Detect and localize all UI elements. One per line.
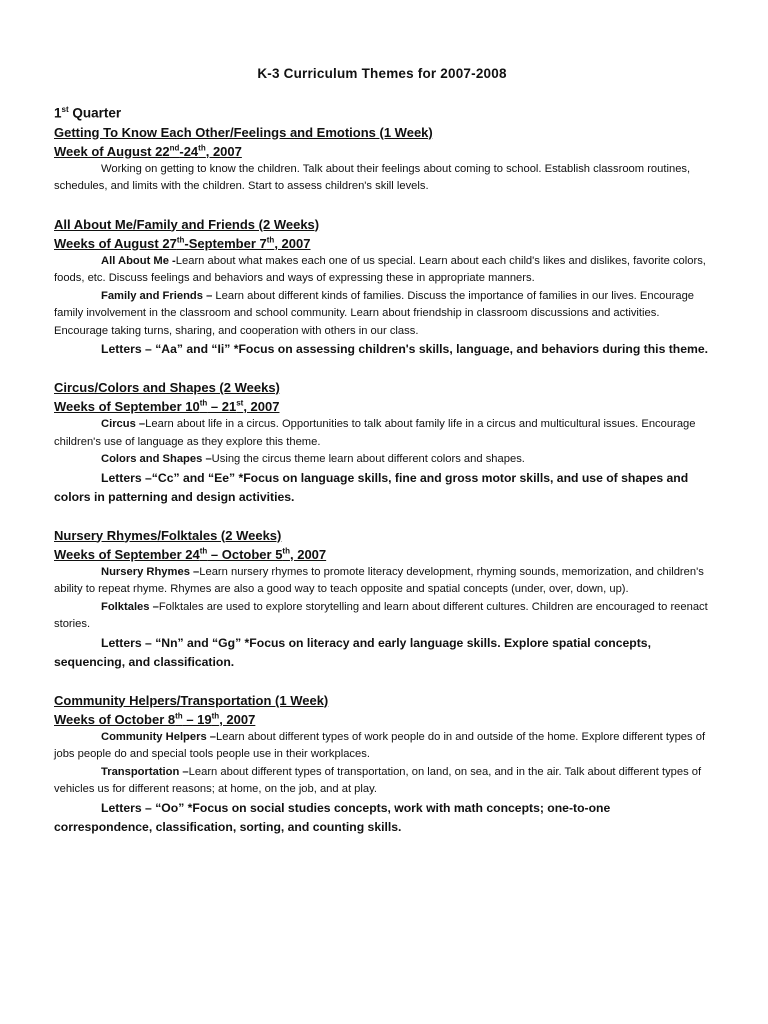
date-suffix: th xyxy=(176,235,185,245)
theme-description xyxy=(54,161,710,196)
date-text: -September 7 xyxy=(184,235,267,251)
date-text: Weeks of September 24 xyxy=(54,546,200,562)
letters-focus: Letters – “Aa” and “Ii” *Focus on assessing children's skills, language, and behaviors during this theme. xyxy=(101,342,709,356)
subtopic-term: Nursery Rhymes – xyxy=(101,565,200,578)
date-suffix: st xyxy=(236,398,244,408)
date-text: , 2007 xyxy=(274,235,311,251)
subtopic-term: Community Helpers – xyxy=(101,730,217,743)
date-text: , 2007 xyxy=(205,143,242,159)
date-text: Weeks of August 27 xyxy=(54,235,177,251)
quarter-label: Quarter xyxy=(72,105,122,121)
theme-dates xyxy=(54,397,710,416)
date-suffix: th xyxy=(199,398,208,408)
description-text: Learn about what makes each one of us special. Learn about each child's likes and dislikes, favorite colors, foods, etc. Discuss feelings and behaviors and ways of expressing these in appropriate manners. xyxy=(54,254,706,284)
date-suffix: nd xyxy=(169,143,180,153)
theme-heading: Community Helpers/Transportation (1 Week) xyxy=(54,692,329,708)
date-text: , 2007 xyxy=(219,711,256,727)
date-suffix: th xyxy=(199,546,208,556)
description-text: Learn about life in a circus. Opportunities to talk about family life in a circus and multicultural issues. Encourage children's use of language as they explore this theme. xyxy=(54,418,696,448)
theme-section xyxy=(54,378,710,507)
date-text: – 21 xyxy=(207,399,237,414)
theme-description xyxy=(54,451,710,469)
letters-focus: Letters –“Cc” and “Ee” *Focus on language skills, fine and gross motor skills, and use of shapes and colors in patterning and design activities. xyxy=(54,470,689,504)
date-text: , 2007 xyxy=(243,399,280,414)
date-text: -24 xyxy=(179,143,199,159)
subtopic-term: Colors and Shapes – xyxy=(101,453,212,465)
date-text: Weeks of October 8 xyxy=(54,711,176,727)
theme-dates xyxy=(54,545,710,564)
description-text: Learn about different types of work people do in and outside of the home. Explore different types of jobs people do and special tools people use in their workplaces. xyxy=(54,730,706,760)
description-text: Learn about different types of transportation, on land, on sea, and in the air. Talk about different types of vehicles us for different reasons; at home, on the job, and at play. xyxy=(54,765,702,795)
theme-heading: All About Me/Family and Friends (2 Weeks) xyxy=(54,216,320,232)
theme-description xyxy=(54,564,710,599)
date-suffix: th xyxy=(211,711,220,721)
date-text: , 2007 xyxy=(289,546,327,562)
theme-heading: Circus/Colors and Shapes (2 Weeks) xyxy=(54,380,280,395)
subtopic-term: Family and Friends – xyxy=(101,289,213,302)
theme-description xyxy=(54,288,710,341)
subtopic-term: Transportation – xyxy=(101,765,189,778)
date-suffix: th xyxy=(282,546,290,556)
quarter-number: 1 xyxy=(54,105,62,121)
quarter-heading xyxy=(54,105,710,121)
theme-section xyxy=(54,123,710,196)
date-text: – October 5 xyxy=(207,546,283,562)
description-text: Using the circus theme learn about different colors and shapes. xyxy=(211,453,525,465)
document-title: K-3 Curriculum Themes for 2007-2008 xyxy=(257,66,507,81)
subtopic-term: All About Me - xyxy=(101,254,176,267)
date-suffix: th xyxy=(198,143,206,153)
quarter-suffix: st xyxy=(61,105,69,114)
description-text: Learn about different kinds of families. Discuss the importance of families in our lives. Encourage family involvement in the classroom and school community. Learn about friendship in classroom discussions and activities. Encourage taking turns, sharing, and cooperation with others in our class. xyxy=(54,289,695,337)
theme-dates xyxy=(54,234,710,253)
subtopic-term: Circus – xyxy=(101,418,146,430)
theme-dates xyxy=(54,142,710,161)
theme-description xyxy=(54,764,710,799)
description-text: Learn nursery rhymes to promote literacy development, rhyming sounds, memorization, and children's ability to repeat rhyme. Rhymes are also a good way to teach opposite and spatial concepts (under, over, down, up). xyxy=(54,565,704,595)
date-suffix: th xyxy=(266,235,275,245)
date-suffix: th xyxy=(175,711,183,721)
theme-section xyxy=(54,215,710,360)
theme-description xyxy=(54,416,710,451)
theme-heading: Getting To Know Each Other/Feelings and Emotions (1 Week) xyxy=(54,124,433,140)
theme-description xyxy=(54,599,710,634)
date-text: Week of August 22 xyxy=(54,143,170,159)
subtopic-term: Folktales – xyxy=(101,600,159,613)
theme-heading: Nursery Rhymes/Folktales (2 Weeks) xyxy=(54,527,282,543)
description-text: Working on getting to know the children. Talk about their feelings about coming to school. Establish classroom routines, schedules, and limits with the children. Start to assess children's skill levels. xyxy=(54,162,691,192)
letters-focus: Letters – “Oo” *Focus on social studies concepts, work with math concepts; one-to-one correspondence, classification, sorting, and counting skills. xyxy=(54,800,611,834)
description-text: Folktales are used to explore storytelling and learn about different cultures. Children are encouraged to reenact stories. xyxy=(54,600,708,630)
letters-focus: Letters – “Nn” and “Gg” *Focus on literacy and early language skills. Explore spatial concepts, sequencing, and classification. xyxy=(54,635,651,669)
theme-section xyxy=(54,526,710,672)
date-text: – 19 xyxy=(182,711,212,727)
theme-dates xyxy=(54,710,710,729)
theme-description xyxy=(54,729,710,764)
theme-section xyxy=(54,691,710,837)
theme-description xyxy=(54,253,710,288)
date-text: Weeks of September 10 xyxy=(54,399,200,414)
